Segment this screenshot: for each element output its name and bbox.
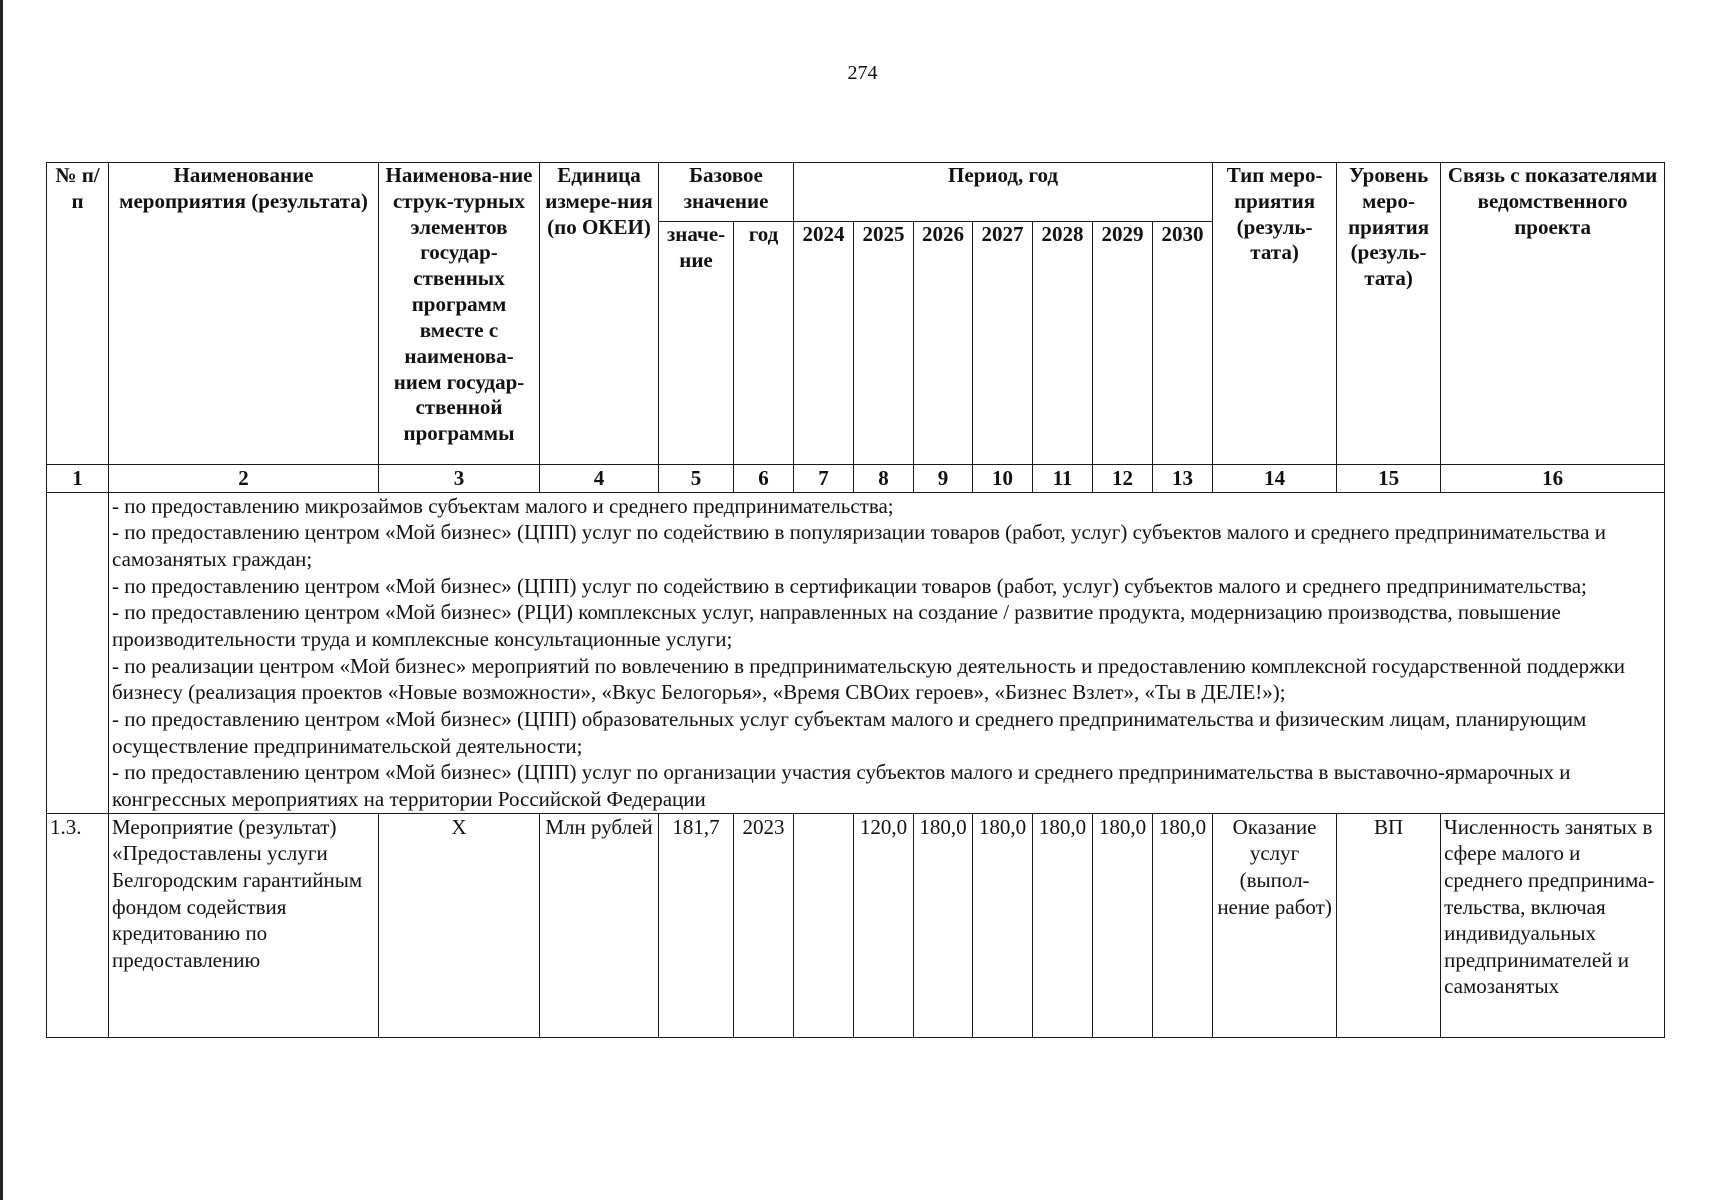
page-edge-line [0,0,3,1200]
header-measure-name: Наименование мероприятия (результата) [109,163,379,465]
column-number: 12 [1093,465,1153,493]
row-value-2028: 180,0 [1033,813,1093,1037]
measures-table [46,162,1665,1038]
header-year-2024: 2024 [794,222,854,465]
header-base-value-year: год [734,222,794,465]
header-year-2030: 2030 [1153,222,1213,465]
column-number: 9 [914,465,973,493]
column-number: 15 [1337,465,1441,493]
column-numbers-row [47,465,1665,493]
header-indicator-link: Связь с показателями ведомственного проекта [1441,163,1665,465]
continuation-line: - по предоставлению центром «Мой бизнес» (РЦИ) комплексных услуг, направленных на создание / развитие продукта, модернизацию производства, повышение производительности труда и комплексные консультационные услуги; [112,600,1561,651]
column-number: 5 [659,465,734,493]
header-unit: Единица измере-ния (по ОКЕИ) [540,163,659,465]
column-number: 8 [854,465,914,493]
continuation-line: - по предоставлению центром «Мой бизнес» (ЦПП) услуг по содействию в популяризации товаров (работ, услуг) субъектов малого и среднего предпринимательства и самозанятых граждан; [112,520,1606,571]
continuation-line: - по предоставлению центром «Мой бизнес» (ЦПП) образовательных услуг субъектам малого и среднего предпринимательства и физическим лицам, планирующим осуществление предпринимательской деятельности; [112,706,1587,758]
row-structural-element: X [379,813,540,1037]
column-number: 2 [109,465,379,493]
table-row-1-3 [47,813,1665,1037]
row-measure-name: Мероприятие (результат) «Предоставлены услуги Белгородским гарантийным фондом содействия кредитованию по предоставлению [109,813,379,1037]
header-base-value-value: значе-ние [659,222,734,465]
column-number: 16 [1441,465,1665,493]
row-unit: Млн рублей [540,813,659,1037]
row-value-2025: 120,0 [854,813,914,1037]
header-period: Период, год [794,163,1213,222]
column-number: 11 [1033,465,1093,493]
column-number: 13 [1153,465,1213,493]
continuation-number-cell [47,492,109,813]
column-number: 14 [1213,465,1337,493]
row-value-2026: 180,0 [914,813,973,1037]
header-year-2026: 2026 [914,222,973,465]
header-year-2029: 2029 [1093,222,1153,465]
row-indicator-link: Численность занятых в сфере малого и среднего предпринима-тельства, включая индивидуальных предпринимателей и самозанятых [1441,813,1665,1037]
row-measure-level: ВП [1337,813,1441,1037]
column-number: 7 [794,465,854,493]
header-measure-type: Тип меро-приятия (резуль-тата) [1213,163,1337,465]
header-structural-elements: Наименова-ние струк-турных элементов государ-ственных программ вместе с наименова-нием государ-ственной программы [379,163,540,465]
continuation-line: - по реализации центром «Мой бизнес» мероприятий по вовлечению в предпринимательскую деятельность и предоставлению комплексной государственной поддержки бизнесу (реализация проектов «Новые возможности», «Вкус Белогорья», «Время СВОих героев», «Бизнес Взлет», «Ты в ДЕЛЕ!»); [112,653,1626,705]
continuation-text-cell [109,492,1665,813]
header-base-value: Базовое значение [659,163,794,222]
header-year-2025: 2025 [854,222,914,465]
header-year-2027: 2027 [973,222,1033,465]
page-number: 274 [847,62,878,84]
column-number: 4 [540,465,659,493]
column-number: 10 [973,465,1033,493]
row-base-value: 181,7 [659,813,734,1037]
continuation-line: - по предоставлению микрозаймов субъектам малого и среднего предпринимательства; [112,493,894,518]
header-year-2028: 2028 [1033,222,1093,465]
header-measure-level: Уровень меро-приятия (резуль-тата) [1337,163,1441,465]
continuation-line: - по предоставлению центром «Мой бизнес» (ЦПП) услуг по организации участия субъектов малого и среднего предпринимательства в выставочно-ярмарочных и конгрессных мероприятиях на территории Российской Федерации [112,760,1571,811]
header-number: № п/п [47,163,109,465]
row-value-2029: 180,0 [1093,813,1153,1037]
column-number: 3 [379,465,540,493]
row-measure-type: Оказание услуг (выпол-нение работ) [1213,813,1337,1037]
row-base-year: 2023 [734,813,794,1037]
continuation-row [47,492,1665,813]
continuation-line: - по предоставлению центром «Мой бизнес» (ЦПП) услуг по содействию в сертификации товаров (работ, услуг) субъектов малого и среднего предпринимательства; [112,573,1587,598]
row-value-2030: 180,0 [1153,813,1213,1037]
column-number: 6 [734,465,794,493]
row-value-2027: 180,0 [973,813,1033,1037]
column-number: 1 [47,465,109,493]
row-number: 1.3. [47,813,109,1037]
row-value-2024 [794,813,854,1037]
